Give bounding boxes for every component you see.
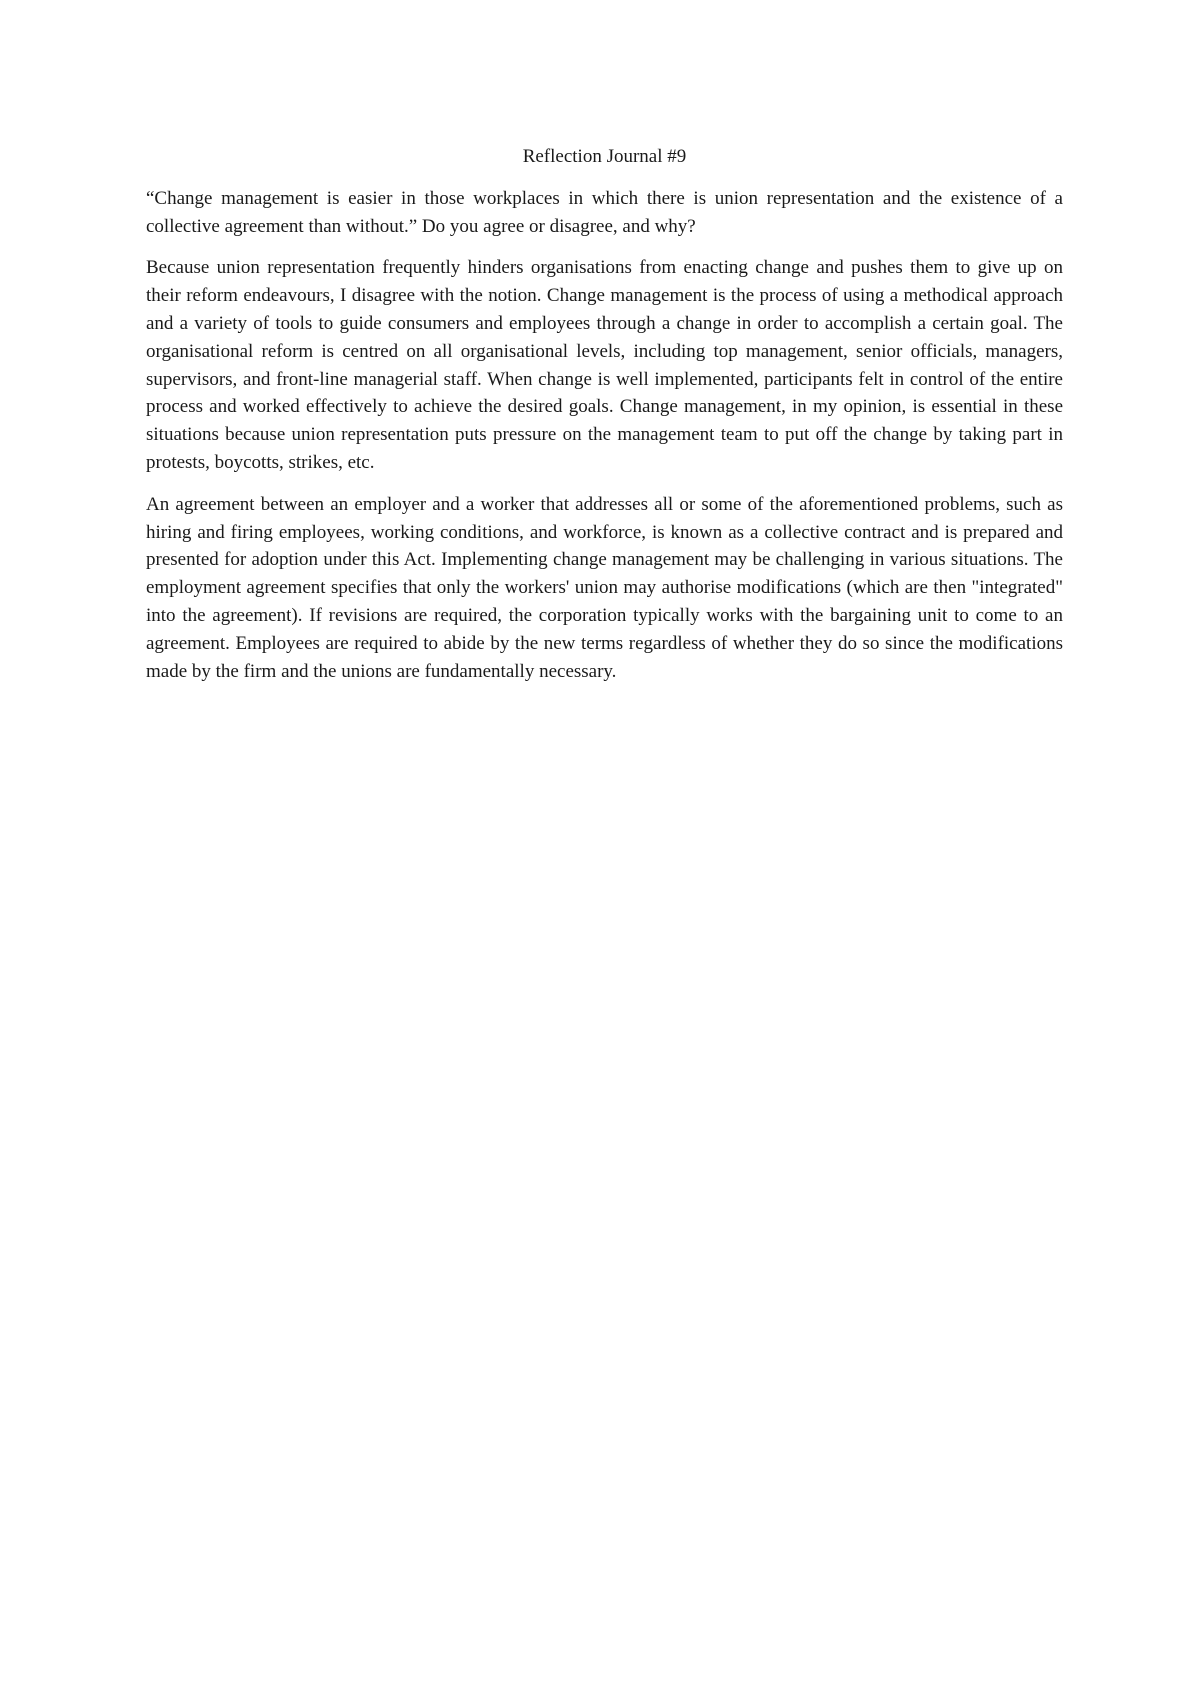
prompt-paragraph: “Change management is easier in those workplaces in which there is union representation and the existence of a collective agreement than without.” Do you agree or disagree, and why? [146,187,1063,237]
body-paragraph-2: An agreement between an employer and a worker that addresses all or some of the aforementioned problems, such as hiring and firing employees, working conditions, and workforce, is known as a collective contract and is prepared and presented for adoption under this Act. Implementing change management may be challenging in various situations. The employment agreement specifies that only the workers' union may authorise modifications (which are then "integrated" into the agreement). If revisions are required, the corporation typically works with the bargaining unit to come to an agreement. Employees are required to abide by the new terms regardless of whether they do so since the modifications made by the firm and the unions are fundamentally necessary. [146,493,1063,682]
document-title: Reflection Journal #9 [522,146,687,167]
body-paragraph-1: Because union representation frequently hinders organisations from enacting change and pushes them to give up on their reform endeavours, I disagree with the notion. Change management is the process of using a methodical approach and a variety of tools to guide consumers and employees through a change in order to accomplish a certain goal. The organisational reform is centred on all organisational levels, including top management, senior officials, managers, supervisors, and front-line managerial staff. When change is well implemented, participants felt in control of the entire process and worked effectively to achieve the desired goals. Change management, in my opinion, is essential in these situations because union representation puts pressure on the management team to put off the change by taking part in protests, boycotts, strikes, etc. [146,257,1063,473]
document-body [146,143,1063,699]
